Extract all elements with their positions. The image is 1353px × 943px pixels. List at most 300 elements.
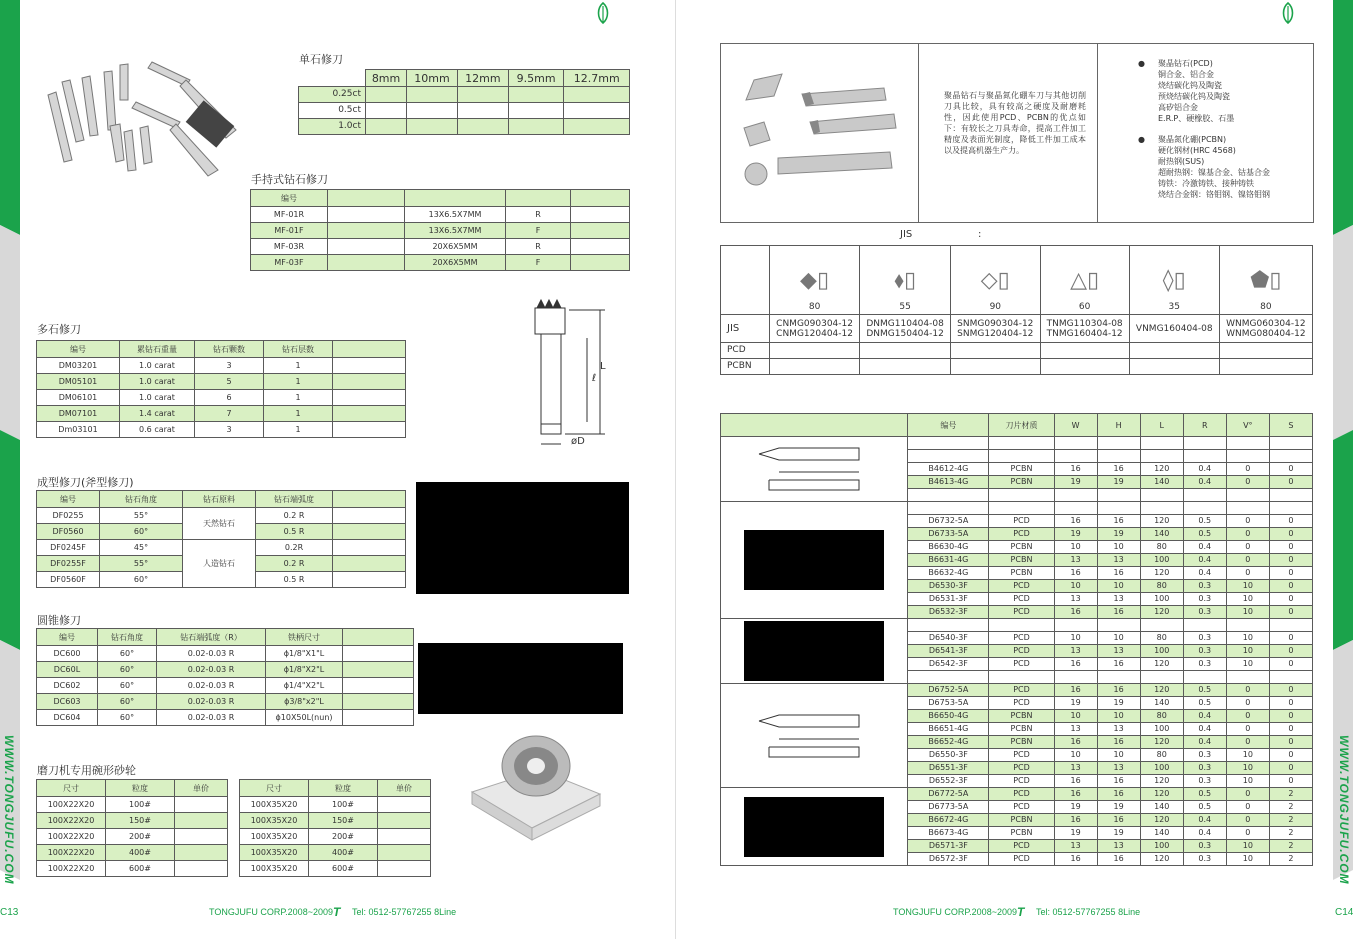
spec-cell: PCBN bbox=[989, 463, 1054, 476]
spec-cell: 120 bbox=[1140, 775, 1183, 788]
spec-cell: 0.3 bbox=[1183, 762, 1226, 775]
code-cell: D6542-3F bbox=[908, 658, 989, 671]
spec-cell: 0 bbox=[1226, 788, 1269, 801]
count-cell: 5 bbox=[195, 374, 264, 390]
form-tool-title: 成型修刀(斧型修刀) bbox=[37, 476, 134, 489]
spec-cell: 100 bbox=[1140, 723, 1183, 736]
spec-cell: 0 bbox=[1226, 736, 1269, 749]
table-row bbox=[37, 390, 406, 406]
insert-shape-icon: ⬟▯ bbox=[1250, 268, 1282, 293]
spec-cell: 0.3 bbox=[1183, 632, 1226, 645]
column-header: L bbox=[1140, 414, 1183, 437]
spec-cell: 140 bbox=[1140, 697, 1183, 710]
spec-cell: 16 bbox=[1054, 788, 1097, 801]
spec-cell: 80 bbox=[1140, 541, 1183, 554]
code-cell: DF0255 bbox=[37, 508, 100, 524]
table-row bbox=[299, 103, 630, 119]
column-header: 钻石角度 bbox=[100, 491, 183, 508]
code-cell: MF-03F bbox=[251, 255, 328, 271]
spec-cell: 13 bbox=[1097, 840, 1140, 853]
shank-cell: ϕ3/8"x2"L bbox=[266, 694, 343, 710]
table-header-row bbox=[721, 414, 1313, 437]
tool-drawing-a bbox=[721, 437, 908, 502]
radius-cell: 0.02-0.03 R bbox=[157, 710, 266, 726]
pcd-intro-text: 聚晶钻石与聚晶氮化硼车刀与其他切削刀具比较，具有较高之硬度及耐磨耗性，因此使用PCD、PCBN的优点如下：有较长之刀具寿命，提高工件加工精度及表面光制度，降低工件加工成本以及提高机器生产力。 bbox=[944, 91, 1086, 155]
insert-shape-icon: ⬧▯ bbox=[894, 268, 917, 293]
spec-cell: 0 bbox=[1226, 554, 1269, 567]
table-row bbox=[37, 540, 406, 556]
spec-cell: 0.4 bbox=[1183, 554, 1226, 567]
jis-code: VNMG160404-08 bbox=[1135, 323, 1213, 334]
spec-cell: 19 bbox=[1097, 528, 1140, 541]
spec-cell: PCD bbox=[989, 749, 1054, 762]
grit-cell: 100# bbox=[309, 797, 378, 813]
size-header: 12mm bbox=[457, 70, 508, 87]
table-row bbox=[37, 813, 228, 829]
spec-cell: 0 bbox=[1269, 593, 1312, 606]
intro-divider bbox=[918, 43, 919, 222]
code-cell: DF0255F bbox=[37, 556, 100, 572]
spec-cell: 0.4 bbox=[1183, 736, 1226, 749]
angle-cell: 55° bbox=[100, 508, 183, 524]
weight-cell: 1.0 carat bbox=[120, 390, 195, 406]
spec-cell: 0.3 bbox=[1183, 749, 1226, 762]
spacer-row bbox=[721, 619, 1313, 632]
size-cell: 13X6.5X7MM bbox=[405, 223, 506, 239]
jis-code: CNMG090304-12 bbox=[776, 318, 853, 329]
spec-cell: 80 bbox=[1140, 580, 1183, 593]
jis-code: TNMG160404-12 bbox=[1046, 328, 1123, 339]
spec-cell: PCD bbox=[989, 801, 1054, 814]
insert-shape-cell bbox=[1219, 246, 1312, 315]
pcbn-availability-row bbox=[721, 359, 1313, 375]
spec-cell: 10 bbox=[1226, 606, 1269, 619]
spec-cell: 0 bbox=[1226, 723, 1269, 736]
spec-cell: 16 bbox=[1054, 814, 1097, 827]
table-row bbox=[37, 829, 228, 845]
type-cell: R bbox=[506, 207, 571, 223]
spec-cell: PCBN bbox=[989, 476, 1054, 489]
table-row bbox=[37, 646, 414, 662]
pcd-title: 聚晶钻石(PCD) bbox=[1158, 59, 1213, 68]
table-row bbox=[299, 119, 630, 135]
column-header: S bbox=[1269, 414, 1312, 437]
column-header: 尺寸 bbox=[37, 780, 106, 797]
code-cell: D6550-3F bbox=[908, 749, 989, 762]
radius-cell: 0.2R bbox=[256, 540, 333, 556]
size-header: 9.5mm bbox=[508, 70, 564, 87]
spec-cell: 100 bbox=[1140, 554, 1183, 567]
spec-cell: 120 bbox=[1140, 684, 1183, 697]
spec-cell: 10 bbox=[1054, 580, 1097, 593]
radius-cell: 0.02-0.03 R bbox=[157, 646, 266, 662]
spec-cell: 100 bbox=[1140, 840, 1183, 853]
spec-cell: PCBN bbox=[989, 827, 1054, 840]
tool-photo-image bbox=[744, 530, 884, 590]
code-cell: D6752-5A bbox=[908, 684, 989, 697]
spec-cell: 13 bbox=[1097, 645, 1140, 658]
table-row bbox=[37, 678, 414, 694]
table-row bbox=[37, 358, 406, 374]
spec-cell: 10 bbox=[1054, 710, 1097, 723]
spec-cell: 10 bbox=[1226, 749, 1269, 762]
insert-shape-icon: △▯ bbox=[1070, 268, 1100, 293]
spec-cell: 0.5 bbox=[1183, 697, 1226, 710]
spec-cell: 16 bbox=[1054, 775, 1097, 788]
pcd-use: 烧结碳化钨及陶瓷 bbox=[1158, 81, 1222, 90]
bullet-icon: ● bbox=[1138, 59, 1145, 68]
column-header: H bbox=[1097, 414, 1140, 437]
spec-cell: 0 bbox=[1269, 775, 1312, 788]
table-row bbox=[240, 845, 431, 861]
leaf-logo-icon bbox=[1280, 2, 1296, 24]
spec-cell: 10 bbox=[1054, 632, 1097, 645]
pcd-tools-photo bbox=[734, 70, 914, 200]
code-cell: DM03201 bbox=[37, 358, 120, 374]
table-row bbox=[240, 861, 431, 877]
spec-cell: PCD bbox=[989, 528, 1054, 541]
code-cell: B6652-4G bbox=[908, 736, 989, 749]
spec-cell: 0 bbox=[1269, 541, 1312, 554]
spec-cell: 16 bbox=[1097, 775, 1140, 788]
spec-cell: 10 bbox=[1054, 541, 1097, 554]
material-cell: 天然钻石 bbox=[183, 508, 256, 540]
jis-row-label: JIS bbox=[721, 315, 770, 343]
left-footer-logo: T bbox=[333, 905, 341, 919]
table-row bbox=[37, 374, 406, 390]
material-cell: 人造钻石 bbox=[183, 540, 256, 588]
form-tool-photo bbox=[416, 482, 629, 594]
insert-shape-icon: ◇▯ bbox=[980, 268, 1010, 293]
spec-cell: PCD bbox=[989, 606, 1054, 619]
bowl-wheel-photo bbox=[468, 732, 604, 842]
spec-cell: 16 bbox=[1054, 853, 1097, 866]
column-header: V° bbox=[1226, 414, 1269, 437]
table-row bbox=[240, 829, 431, 845]
spec-cell: 16 bbox=[1097, 606, 1140, 619]
spec-cell: 120 bbox=[1140, 463, 1183, 476]
spec-cell: 140 bbox=[1140, 827, 1183, 840]
spec-cell: PCD bbox=[989, 840, 1054, 853]
spec-cell: 0.3 bbox=[1183, 775, 1226, 788]
jis-code: WNMG080404-12 bbox=[1226, 328, 1306, 339]
spec-cell: 0 bbox=[1226, 463, 1269, 476]
pcbn-use: 超耐热钢：镍基合金、钴基合金 bbox=[1158, 168, 1270, 177]
size-header: 10mm bbox=[407, 70, 458, 87]
single-tool-title: 单石修刀 bbox=[299, 53, 343, 66]
table-row bbox=[37, 861, 228, 877]
right-footer-company: TONGJUFU CORP.2008~2009 bbox=[893, 907, 1017, 917]
spec-cell: 0.3 bbox=[1183, 606, 1226, 619]
code-cell: MF-03R bbox=[251, 239, 328, 255]
spec-cell: 13 bbox=[1054, 554, 1097, 567]
cone-tool-title: 圆锥修刀 bbox=[37, 614, 81, 627]
spec-cell: 0.3 bbox=[1183, 645, 1226, 658]
jis-code: WNMG060304-12 bbox=[1226, 318, 1306, 329]
spec-cell: 10 bbox=[1097, 541, 1140, 554]
jis-code: SNMG090304-12 bbox=[957, 318, 1034, 329]
spec-cell: 0.4 bbox=[1183, 476, 1226, 489]
spec-cell: 16 bbox=[1054, 606, 1097, 619]
table-row bbox=[240, 797, 431, 813]
code-cell: B4613-4G bbox=[908, 476, 989, 489]
tool-line-drawing bbox=[749, 707, 879, 761]
spec-cell: 2 bbox=[1269, 827, 1312, 840]
jis-code: SNMG120404-12 bbox=[957, 328, 1034, 339]
layer-cell: 1 bbox=[264, 358, 333, 374]
count-cell: 7 bbox=[195, 406, 264, 422]
spec-cell: 0 bbox=[1269, 580, 1312, 593]
tool-photo bbox=[721, 619, 908, 684]
spec-cell: 16 bbox=[1097, 463, 1140, 476]
code-cell: DC604 bbox=[37, 710, 98, 726]
code-cell: DF0245F bbox=[37, 540, 100, 556]
wheel-table-left bbox=[36, 779, 228, 877]
spec-cell: 13 bbox=[1097, 593, 1140, 606]
spec-cell: PCD bbox=[989, 593, 1054, 606]
spec-cell: PCBN bbox=[989, 723, 1054, 736]
size-cell: 100X35X20 bbox=[240, 813, 309, 829]
spec-cell: 120 bbox=[1140, 788, 1183, 801]
table-row bbox=[251, 239, 630, 255]
jis-section-title: JIS bbox=[900, 229, 913, 240]
spec-cell: 0 bbox=[1226, 528, 1269, 541]
hand-tool-table bbox=[250, 189, 630, 271]
radius-cell: 0.2 R bbox=[256, 508, 333, 524]
multi-tool-diagram bbox=[525, 298, 625, 450]
right-footer-logo: T bbox=[1017, 905, 1025, 919]
spec-cell: 10 bbox=[1226, 853, 1269, 866]
spec-cell: 140 bbox=[1140, 801, 1183, 814]
jis-code-row bbox=[721, 315, 1313, 343]
column-header: 单价 bbox=[175, 780, 228, 797]
code-cell: D6773-5A bbox=[908, 801, 989, 814]
cone-tool-table bbox=[36, 628, 414, 726]
spec-cell: 0 bbox=[1269, 515, 1312, 528]
column-header: R bbox=[1183, 414, 1226, 437]
spec-cell: PCD bbox=[989, 853, 1054, 866]
code-cell: D6732-5A bbox=[908, 515, 989, 528]
spec-cell: 10 bbox=[1226, 580, 1269, 593]
spec-cell: 16 bbox=[1097, 658, 1140, 671]
table-row bbox=[37, 662, 414, 678]
column-header: 累钻石重量 bbox=[120, 341, 195, 358]
spec-cell: 10 bbox=[1226, 645, 1269, 658]
angle-label: 35 bbox=[1168, 302, 1180, 312]
code-cell: DC60L bbox=[37, 662, 98, 678]
code-cell: B6650-4G bbox=[908, 710, 989, 723]
size-cell: 100X22X20 bbox=[37, 813, 106, 829]
insert-shape-icon: ◆▯ bbox=[800, 268, 830, 293]
left-footer-company: TONGJUFU CORP.2008~2009 bbox=[209, 907, 333, 917]
tool-drawing-b bbox=[721, 684, 908, 788]
code-cell: B6630-4G bbox=[908, 541, 989, 554]
form-tool-table bbox=[36, 490, 406, 588]
spec-cell: 19 bbox=[1097, 476, 1140, 489]
count-cell: 3 bbox=[195, 422, 264, 438]
spec-cell: 0.3 bbox=[1183, 580, 1226, 593]
spec-cell: 16 bbox=[1054, 658, 1097, 671]
insert-shape-cell bbox=[1129, 246, 1219, 315]
spec-cell: 10 bbox=[1097, 632, 1140, 645]
spec-cell: 120 bbox=[1140, 658, 1183, 671]
table-row bbox=[721, 684, 1313, 697]
table-row bbox=[37, 508, 406, 524]
table-row bbox=[240, 813, 431, 829]
spec-cell: 100 bbox=[1140, 645, 1183, 658]
insert-shape-icon: ◊▯ bbox=[1162, 268, 1186, 293]
spec-cell: 0 bbox=[1226, 684, 1269, 697]
jis-section-colon: : bbox=[978, 229, 982, 240]
spec-cell: 2 bbox=[1269, 814, 1312, 827]
code-cell: D6753-5A bbox=[908, 697, 989, 710]
insert-shape-cell bbox=[951, 246, 1040, 315]
layer-cell: 1 bbox=[264, 406, 333, 422]
spec-cell: 13 bbox=[1054, 593, 1097, 606]
spec-cell: 120 bbox=[1140, 567, 1183, 580]
spec-cell: 140 bbox=[1140, 476, 1183, 489]
spec-cell: 16 bbox=[1054, 684, 1097, 697]
spec-cell: 10 bbox=[1226, 632, 1269, 645]
spec-cell: 0 bbox=[1269, 762, 1312, 775]
spec-cell: 13 bbox=[1097, 762, 1140, 775]
pcd-use: 高矽铝合金 bbox=[1158, 103, 1198, 112]
jis-code-cell bbox=[1219, 315, 1312, 343]
column-header: 钻石端弧度 bbox=[256, 491, 333, 508]
type-cell: F bbox=[506, 255, 571, 271]
size-header: 8mm bbox=[366, 70, 407, 87]
spec-cell: 0.3 bbox=[1183, 658, 1226, 671]
spec-cell: 80 bbox=[1140, 749, 1183, 762]
code-cell: DF0560F bbox=[37, 572, 100, 588]
pcbn-title: 聚晶氮化硼(PCBN) bbox=[1158, 135, 1227, 144]
spec-cell: 16 bbox=[1097, 736, 1140, 749]
table-header-row bbox=[251, 190, 630, 207]
jis-code-cell bbox=[1129, 315, 1219, 343]
multi-tool-title: 多石修刀 bbox=[37, 323, 81, 336]
spec-cell: 100 bbox=[1140, 593, 1183, 606]
spec-cell: 80 bbox=[1140, 710, 1183, 723]
shank-cell: ϕ1/8"X2"L bbox=[266, 662, 343, 678]
shank-cell: ϕ1/4"X2"L bbox=[266, 678, 343, 694]
spec-cell: 120 bbox=[1140, 853, 1183, 866]
spec-cell: 0.4 bbox=[1183, 723, 1226, 736]
spec-cell: 10 bbox=[1097, 580, 1140, 593]
code-cell: DC602 bbox=[37, 678, 98, 694]
code-cell: DC603 bbox=[37, 694, 98, 710]
count-cell: 3 bbox=[195, 358, 264, 374]
table-row bbox=[37, 845, 228, 861]
column-header: 单价 bbox=[378, 780, 431, 797]
spec-cell: PCD bbox=[989, 697, 1054, 710]
column-header: 尺寸 bbox=[240, 780, 309, 797]
pcd-use: E.R.P、硬橡胶、石墨 bbox=[1158, 114, 1235, 123]
angle-label: 80 bbox=[808, 302, 821, 312]
bullet-icon: ● bbox=[1138, 135, 1145, 144]
pcbn-use: 烧结合金钢：铬钼钢、镍铬钼钢 bbox=[1158, 190, 1270, 199]
spec-cell: 0 bbox=[1269, 632, 1312, 645]
count-cell: 6 bbox=[195, 390, 264, 406]
tool-photo-image bbox=[744, 621, 884, 681]
radius-cell: 0.2 R bbox=[256, 556, 333, 572]
column-header: 钻石颗数 bbox=[195, 341, 264, 358]
code-cell: D6551-3F bbox=[908, 762, 989, 775]
right-footer-tel: Tel: 0512-57767255 8Line bbox=[1036, 907, 1141, 917]
spec-cell: PCD bbox=[989, 788, 1054, 801]
spec-cell: 0 bbox=[1269, 736, 1312, 749]
spec-cell: 16 bbox=[1097, 684, 1140, 697]
angle-label: 80 bbox=[1260, 302, 1272, 312]
spec-cell: PCBN bbox=[989, 541, 1054, 554]
spec-cell: 19 bbox=[1097, 801, 1140, 814]
spec-cell: PCD bbox=[989, 762, 1054, 775]
spec-cell: 0.3 bbox=[1183, 853, 1226, 866]
tool-photo-image bbox=[744, 797, 884, 857]
left-footer-tel: Tel: 0512-57767255 8Line bbox=[352, 907, 457, 917]
column-header: 编号 bbox=[37, 341, 120, 358]
pcbn-use: 铸铁：冷激铸铁、接种铸铁 bbox=[1158, 179, 1254, 188]
spec-cell: 19 bbox=[1054, 528, 1097, 541]
pcbn-use: 耐热钢(SUS) bbox=[1158, 157, 1205, 166]
spec-cell: PCBN bbox=[989, 736, 1054, 749]
column-header: 粒度 bbox=[309, 780, 378, 797]
code-header: 编号 bbox=[251, 190, 328, 207]
grit-cell: 600# bbox=[309, 861, 378, 877]
diamond-dresser-photo bbox=[40, 50, 245, 185]
size-cell: 100X22X20 bbox=[37, 797, 106, 813]
size-cell: 20X6X5MM bbox=[405, 239, 506, 255]
insert-shape-cell bbox=[1040, 246, 1129, 315]
spec-cell: 140 bbox=[1140, 528, 1183, 541]
code-cell: D6772-5A bbox=[908, 788, 989, 801]
spec-cell: 0 bbox=[1226, 814, 1269, 827]
code-cell: B6673-4G bbox=[908, 827, 989, 840]
spec-cell: 13 bbox=[1054, 723, 1097, 736]
radius-cell: 0.02-0.03 R bbox=[157, 662, 266, 678]
column-header: 编号 bbox=[908, 414, 989, 437]
wheel-table-right bbox=[239, 779, 431, 877]
table-row bbox=[721, 788, 1313, 801]
right-site-url: WWW.TONGJUFU.COM bbox=[1337, 735, 1351, 885]
table-header-row bbox=[37, 780, 228, 797]
leaf-logo-icon bbox=[595, 2, 611, 24]
column-header: 钻石角度 bbox=[98, 629, 157, 646]
pcd-use: 预烧结碳化钨及陶瓷 bbox=[1158, 92, 1230, 101]
spec-cell: 0.4 bbox=[1183, 567, 1226, 580]
spec-cell: 13 bbox=[1054, 840, 1097, 853]
code-cell: B6672-4G bbox=[908, 814, 989, 827]
spec-cell: 0.5 bbox=[1183, 684, 1226, 697]
layer-cell: 1 bbox=[264, 374, 333, 390]
spec-cell: 120 bbox=[1140, 736, 1183, 749]
angle-cell: 55° bbox=[100, 556, 183, 572]
jis-code-cell bbox=[770, 315, 860, 343]
pcbn-row-label: PCBN bbox=[721, 359, 770, 375]
code-cell: MF-01R bbox=[251, 207, 328, 223]
spec-cell: 120 bbox=[1140, 814, 1183, 827]
spec-cell: 0 bbox=[1226, 827, 1269, 840]
code-cell: D6532-3F bbox=[908, 606, 989, 619]
grit-cell: 150# bbox=[309, 813, 378, 829]
table-header-row bbox=[37, 491, 406, 508]
spec-cell: 16 bbox=[1054, 736, 1097, 749]
size-cell: 100X35X20 bbox=[240, 829, 309, 845]
spacer-row bbox=[721, 437, 1313, 450]
table-row bbox=[299, 87, 630, 103]
spec-cell: 0 bbox=[1269, 710, 1312, 723]
grit-cell: 600# bbox=[106, 861, 175, 877]
spec-cell: 0 bbox=[1269, 463, 1312, 476]
